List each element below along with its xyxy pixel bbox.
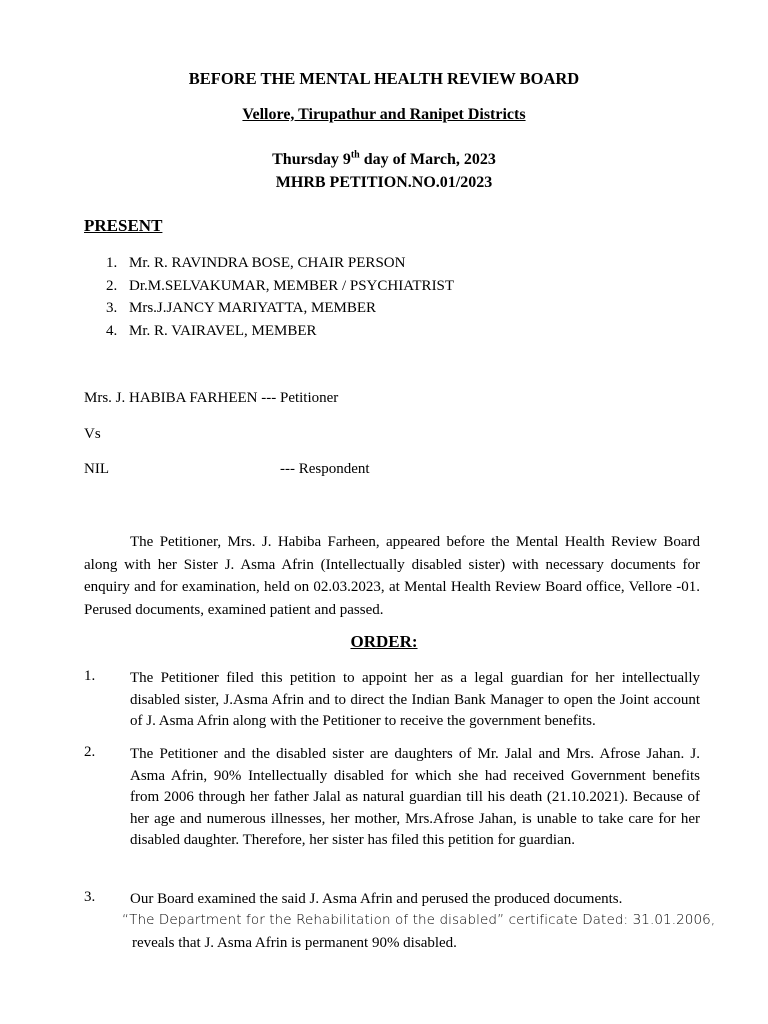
present-heading: PRESENT xyxy=(84,216,163,235)
intro-paragraph: The Petitioner, Mrs. J. Habiba Farheen, appeared before the Mental Health Review Board along with her Sister J. Asma Afrin (Intellectually disabled sister) with necessary documents for enquiry and for examination, held on 02.03.2023, at Mental Health Review Board office, Vellore -01. Perused documents, examined patient and passed. xyxy=(84,534,700,618)
petitioner-line: Mrs. J. HABIBA FARHEEN --- Petitioner xyxy=(84,390,339,406)
member-name: Dr.M.SELVAKUMAR, MEMBER / PSYCHIATRIST xyxy=(129,277,455,294)
order-item-text: The Petitioner and the disabled sister are daughters of Mr. Jalal and Mrs. Afrose Jahan. J. Asma Afrin, 90% Intellectually disabled for which she had received Government benefits from 2006 through her father Jalal as natural guardian till his death (21.10.2021). Because of her age and numerous illnesses, her mother, Mrs.Afrose Jahan, is unable to take care for her disabled daughter. Therefore, her sister has filed this petition for guardian. xyxy=(130,746,700,848)
order-item-number: 2. xyxy=(84,744,96,760)
order-item-number: 3. xyxy=(84,889,96,905)
respondent-name: NIL xyxy=(84,461,109,477)
petition-number: MHRB PETITION.NO.01/2023 xyxy=(275,174,493,191)
member-name: Mrs.J.JANCY MARIYATTA, MEMBER xyxy=(129,300,377,316)
respondent-label: --- Respondent xyxy=(280,461,370,477)
list-number: 4. xyxy=(106,322,118,339)
document-title: BEFORE THE MENTAL HEALTH REVIEW BOARD xyxy=(188,69,580,88)
list-number: 1. xyxy=(106,255,118,271)
list-item xyxy=(106,275,454,298)
list-item xyxy=(106,297,454,320)
member-name: Mr. R. RAVINDRA BOSE, CHAIR PERSON xyxy=(129,255,406,271)
order-item-text: The Petitioner filed this petition to appoint her as a legal guardian for her intellectually disabled sister, J.Asma Afrin and to direct the Indian Bank Manager to open the Joint account of J. Asma Afrin along with the Petitioner to receive the government benefits. xyxy=(130,670,700,729)
versus-label: Vs xyxy=(84,426,101,442)
hearing-date xyxy=(0,151,768,169)
disability-statement: reveals that J. Asma Afrin is permanent 90% disabled. xyxy=(132,935,457,951)
list-number: 2. xyxy=(106,277,118,294)
date-prefix: Thursday 9 xyxy=(272,151,351,168)
members-list xyxy=(106,252,454,342)
member-name: Mr. R. VAIRAVEL, MEMBER xyxy=(129,322,317,339)
certificate-quote: “The Department for the Rehabilitation of the disabled” certificate Dated: 31.01.2006, xyxy=(122,912,716,928)
list-number: 3. xyxy=(106,300,118,316)
order-item-text: Our Board examined the said J. Asma Afrin and perused the produced documents. xyxy=(130,891,623,907)
order-heading: ORDER: xyxy=(350,632,418,651)
list-item xyxy=(106,252,454,275)
districts-subtitle: Vellore, Tirupathur and Ranipet Districts xyxy=(242,106,526,123)
date-ordinal: th xyxy=(350,149,360,161)
list-item xyxy=(106,320,454,343)
date-suffix: day of March, 2023 xyxy=(359,151,496,168)
order-item-number: 1. xyxy=(84,668,96,684)
